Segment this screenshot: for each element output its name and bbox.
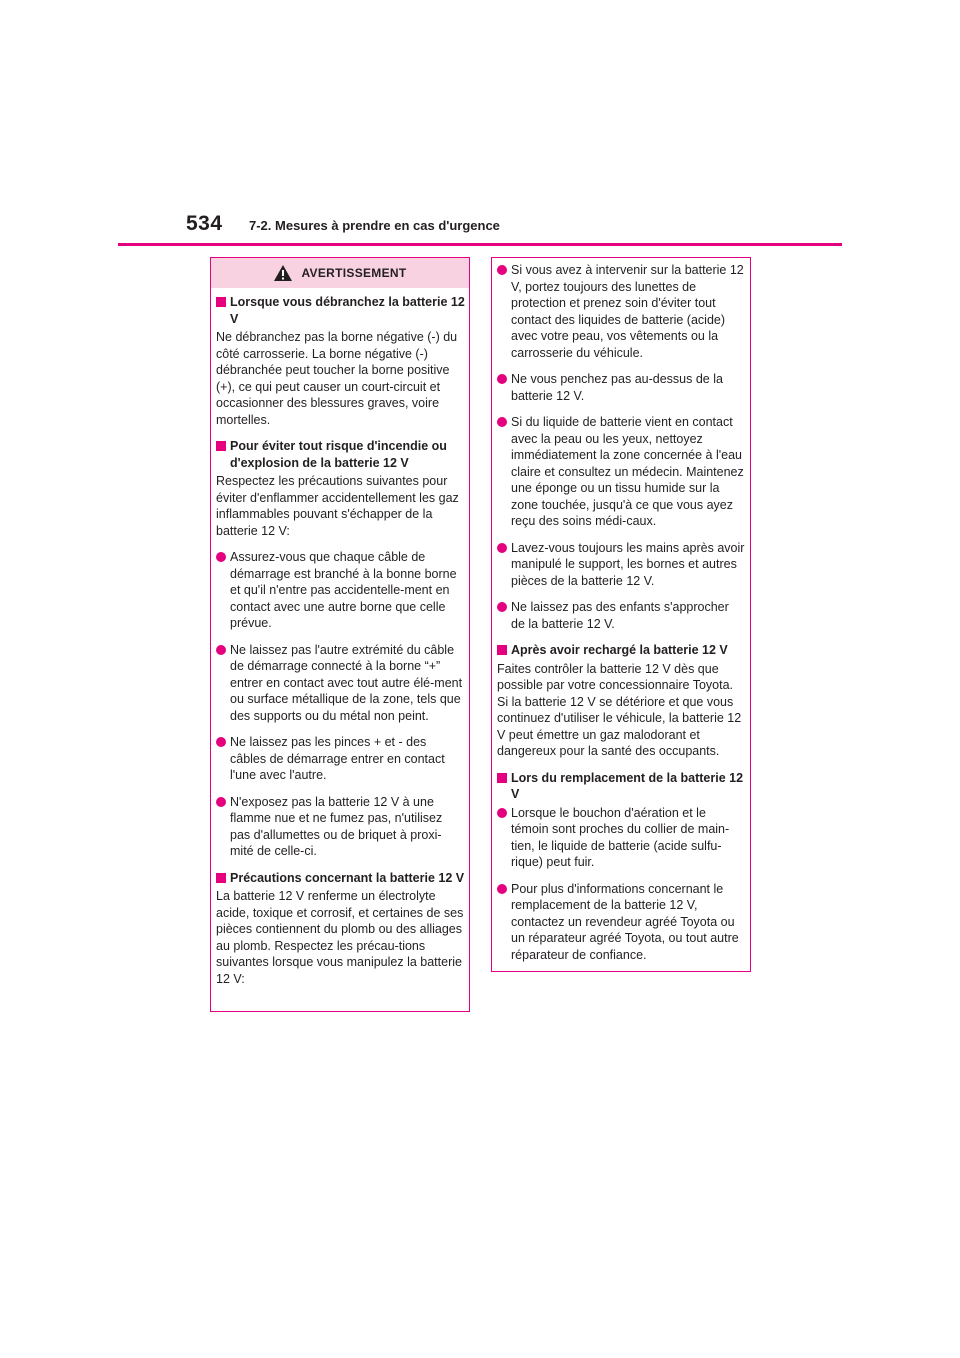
paragraph: Ne débranchez pas la borne négative (-) du côté carrosserie. La borne négative (-) débranchée peut toucher la borne positive (+), ce qui peut causer un court-circuit et occasionner des blessures graves, voire mortelles. [216, 330, 458, 427]
block-text: Pour éviter tout risque d'incendie ou d'explosion de la batterie 12 V [230, 439, 447, 470]
square-marker-icon [497, 773, 507, 783]
right-content [492, 258, 750, 963]
page-number: 534 [186, 212, 223, 235]
block-text: Lorsque vous débranchez la batterie 12 V [230, 295, 465, 326]
square-marker-icon [497, 645, 507, 655]
warning-box-right [491, 257, 751, 972]
square-marker-icon [216, 297, 226, 307]
square-marker-icon [216, 441, 226, 451]
bullet-item [497, 881, 746, 964]
circle-bullet-icon [497, 884, 507, 894]
warning-header [211, 258, 469, 288]
block-text: Si vous avez à intervenir sur la batterie 12 V, portez toujours des lunettes de protection et prenez soin d'éviter tout contact des liquides de batterie (acide) avec votre peau, vos vêtements ou la carrosserie du véhicule. [511, 263, 744, 360]
bullet-item [216, 734, 465, 784]
block-text: Ne vous penchez pas au-dessus de la batterie 12 V. [511, 372, 723, 403]
paragraph: Faites contrôler la batterie 12 V dès que possible par votre concessionnaire Toyota. Si la batterie 12 V se détériore et que vous continuez d'utiliser le véhicule, la batterie 12 V peut émettre un gaz malodorant et dangereux pour la santé des occupants. [497, 661, 742, 758]
paragraph: Respectez les précautions suivantes pour éviter d'enflammer accidentellement les gaz inflammables pouvant s'échapper de la batterie 12 V: [216, 474, 459, 538]
block-text: Lavez-vous toujours les mains après avoir manipulé le support, les bornes et autres pièces de la batterie 12 V. [511, 540, 745, 588]
warning-triangle-icon [273, 264, 293, 282]
circle-bullet-icon [216, 552, 226, 562]
block-text: Lorsque le bouchon d'aération et le témoin sont proches du collier de main-tien, le liquide de batterie (acide sulfu-rique) peut fuir. [511, 805, 730, 869]
circle-bullet-icon [497, 265, 507, 275]
block-text: Assurez-vous que chaque câble de démarrage est branché à la bonne borne et qu'il n'entre pas accidentelle-ment en contact avec une autre borne que celle prévue. [230, 550, 457, 630]
block-text: Si du liquide de batterie vient en contact avec la peau ou les yeux, nettoyez immédiatement la zone concernée à l'eau claire et consultez un médecin. Maintenez une éponge ou un tissu humide sur la zone touchée, jusqu'à ce que vous ayez reçu des soins médi-caux. [511, 415, 744, 528]
bullet-item [497, 262, 746, 361]
circle-bullet-icon [497, 543, 507, 553]
warning-box-left [210, 257, 470, 1012]
bullet-item [497, 540, 746, 590]
bullet-item [497, 371, 746, 404]
circle-bullet-icon [216, 797, 226, 807]
bullet-item [216, 642, 465, 725]
circle-bullet-icon [497, 374, 507, 384]
bullet-item [216, 794, 465, 860]
bullet-item [497, 599, 746, 632]
header-rule [118, 243, 842, 246]
block-text: Pour plus d'informations concernant le remplacement de la batterie 12 V, contactez un revendeur agréé Toyota ou un réparateur agréé Toyota, ou tout autre réparateur de confiance. [511, 881, 739, 962]
block-text: Ne laissez pas les pinces + et - des câbles de démarrage entrer en contact l'une avec l'autre. [230, 735, 445, 782]
block-text: Ne laissez pas l'autre extrémité du câble de démarrage connecté à la borne “+” entrer en contact avec tout autre élé-ment ou surface métallique de la zone, tels que des supports ou du métal non peint. [230, 642, 463, 723]
circle-bullet-icon [216, 737, 226, 747]
paragraph: La batterie 12 V renferme un électrolyte acide, toxique et corrosif, et certaines de ses pièces contiennent du plomb ou des alliages au plomb. Respectez les précau-tions suivantes lorsque vous manipulez la batterie 12 V: [216, 889, 464, 986]
section-heading [497, 770, 746, 803]
bullet-item [216, 549, 465, 632]
circle-bullet-icon [216, 645, 226, 655]
circle-bullet-icon [497, 417, 507, 427]
bullet-item [497, 414, 746, 530]
block-text: N'exposez pas la batterie 12 V à une flamme nue et ne fumez pas, n'utilisez pas d'allumettes ou de briquet à proxi-mité de celle-ci. [230, 794, 443, 858]
section-heading [497, 642, 746, 659]
block-text: Précautions concernant la batterie 12 V [230, 870, 465, 885]
warning-label: AVERTISSEMENT [301, 266, 407, 280]
block-text: Lors du remplacement de la batterie 12 V [511, 770, 744, 801]
bullet-item [497, 805, 746, 871]
circle-bullet-icon [497, 808, 507, 818]
section-heading [216, 870, 465, 887]
block-text: Après avoir rechargé la batterie 12 V [511, 643, 728, 657]
section-heading [216, 438, 465, 471]
circle-bullet-icon [497, 602, 507, 612]
square-marker-icon [216, 873, 226, 883]
left-content [211, 288, 469, 987]
section-heading [216, 294, 465, 327]
block-text: Ne laissez pas des enfants s'approcher de la batterie 12 V. [511, 600, 729, 631]
section-title: 7-2. Mesures à prendre en cas d'urgence [249, 218, 500, 233]
